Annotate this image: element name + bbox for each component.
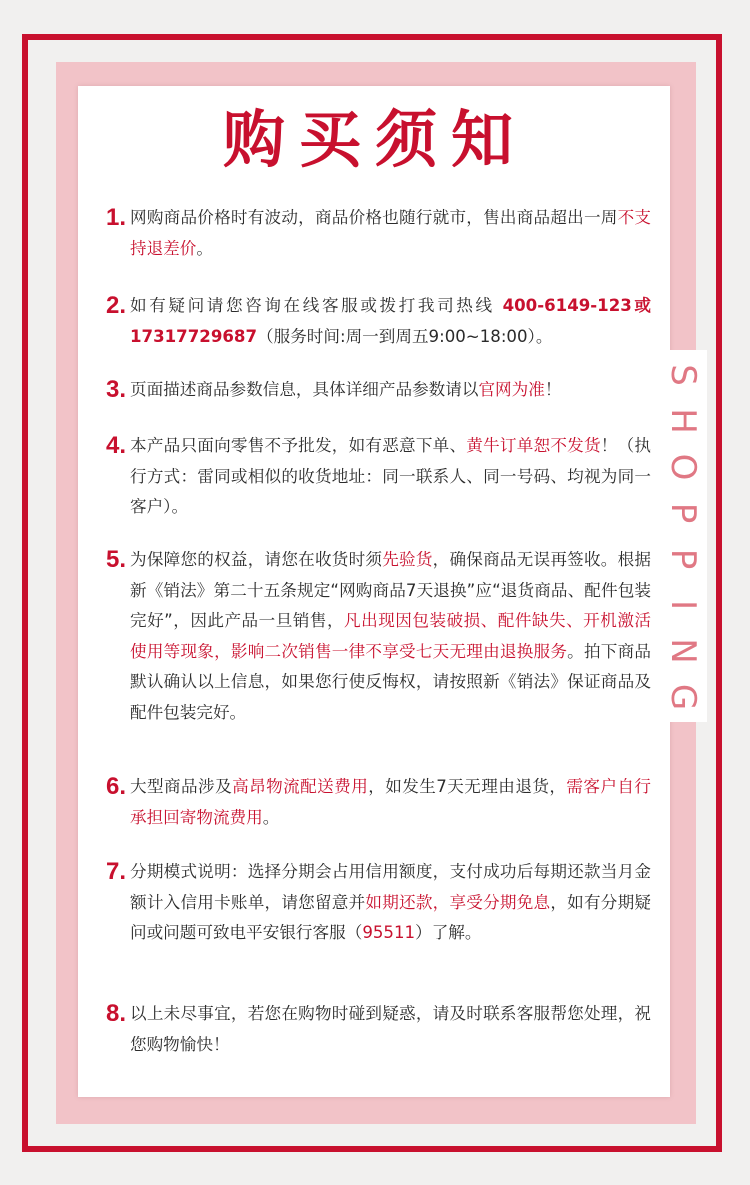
text-segment: 页面描述商品参数信息，具体详细产品参数请以 — [130, 380, 479, 399]
notice-number: 3. — [106, 376, 127, 403]
text-segment: ，确保商品无误再签收。根据新《销法》第二十五条规定“网购商品7天退换”应“退货商品、配件包装完好”，因此产品一旦销售， — [130, 550, 652, 630]
text-segment: 网购商品价格时有波动，商品价格也随行就市，售出商品超出一周 — [130, 208, 618, 227]
notice-text — [106, 857, 651, 949]
text-segment: （服务时间:周一到周五9:00~18:00）。 — [257, 326, 553, 346]
text-segment: 如有疑问请您咨询在线客服或拨打我司热线 — [130, 296, 503, 315]
text-segment: 。 — [196, 238, 213, 258]
shopping-letter: P — [663, 502, 703, 524]
text-segment: ！（执行方式：雷同或相似的收货地址：同一联系人、同一号码、均视为同一客户）。 — [130, 436, 652, 516]
notice-text — [106, 772, 651, 833]
notice-text — [106, 431, 651, 523]
shopping-letter: O — [663, 453, 703, 481]
notice-text — [106, 375, 651, 406]
service-number: 95511 — [362, 923, 416, 942]
text-segment: 。 — [262, 807, 280, 827]
shopping-letter: S — [663, 364, 703, 386]
text-segment: 分期模式说明：选择分期会占用信用额度，支付成功后每期还款当月金额计入信用卡账单，请您留意并 — [130, 862, 651, 912]
text-segment: ！ — [544, 380, 562, 399]
notice-item — [106, 431, 651, 523]
notice-number: 7. — [106, 858, 127, 885]
shopping-letter: H — [663, 408, 703, 434]
highlight-text: 如期还款，享受分期免息 — [365, 892, 551, 912]
shopping-letter: G — [663, 683, 703, 711]
notice-item — [106, 999, 651, 1060]
notice-text — [106, 999, 651, 1060]
text-segment: ，如有分期疑问或问题可致电平安银行客服（ — [130, 892, 652, 942]
page-title: 购买须知 — [222, 103, 527, 176]
notice-number: 8. — [106, 1000, 127, 1027]
text-segment: 为保障您的权益，请您在收货时须 — [130, 550, 383, 569]
notice-number: 6. — [106, 773, 127, 800]
notice-number: 1. — [106, 204, 127, 231]
notice-item — [106, 203, 651, 264]
highlight-text: 凡出现因包装破损、配件缺失、开机激活使用等现象，影响二次销售一律不享受七天无理由退换服务 — [130, 611, 651, 661]
highlight-text: 高昂物流配送费用 — [232, 777, 369, 796]
notice-text — [106, 545, 651, 728]
notice-item — [106, 375, 651, 406]
highlight-text: 需客户自行承担回寄物流费用 — [130, 777, 652, 827]
highlight-text: 黄牛订单恕不发货 — [466, 436, 601, 455]
shopping-letter: N — [663, 638, 703, 664]
highlight-text: 先验货 — [382, 550, 433, 569]
notice-item — [106, 291, 651, 352]
shopping-vertical-label — [659, 350, 707, 722]
notice-text — [106, 203, 651, 264]
notice-item — [106, 545, 651, 728]
notice-item — [106, 772, 651, 833]
notice-number: 5. — [106, 546, 127, 573]
notice-number: 2. — [106, 292, 127, 319]
hotline-number: 400-6149-123或17317729687 — [130, 296, 652, 346]
text-segment: 。拍下商品默认确认以上信息，如果您行使反悔权，请按照新《销法》保证商品及配件包装完好。 — [130, 641, 652, 722]
highlight-text: 不支持退差价 — [130, 208, 652, 258]
notice-text — [106, 291, 651, 352]
text-segment: 本产品只面向零售不予批发，如有恶意下单、 — [130, 436, 467, 455]
text-segment: 以上未尽事宜，若您在购物时碰到疑惑，请及时联系客服帮您处理，祝您购物愉快！ — [130, 1004, 651, 1054]
notice-item — [106, 857, 651, 949]
highlight-text: 官网为准 — [478, 380, 545, 399]
shopping-letter: I — [663, 599, 703, 611]
shopping-letter: P — [663, 548, 703, 570]
text-segment: 大型商品涉及 — [130, 777, 233, 796]
notice-number: 4. — [106, 432, 127, 459]
text-segment: ）了解。 — [415, 923, 482, 942]
text-segment: ，如发生7天无理由退货， — [368, 777, 567, 796]
